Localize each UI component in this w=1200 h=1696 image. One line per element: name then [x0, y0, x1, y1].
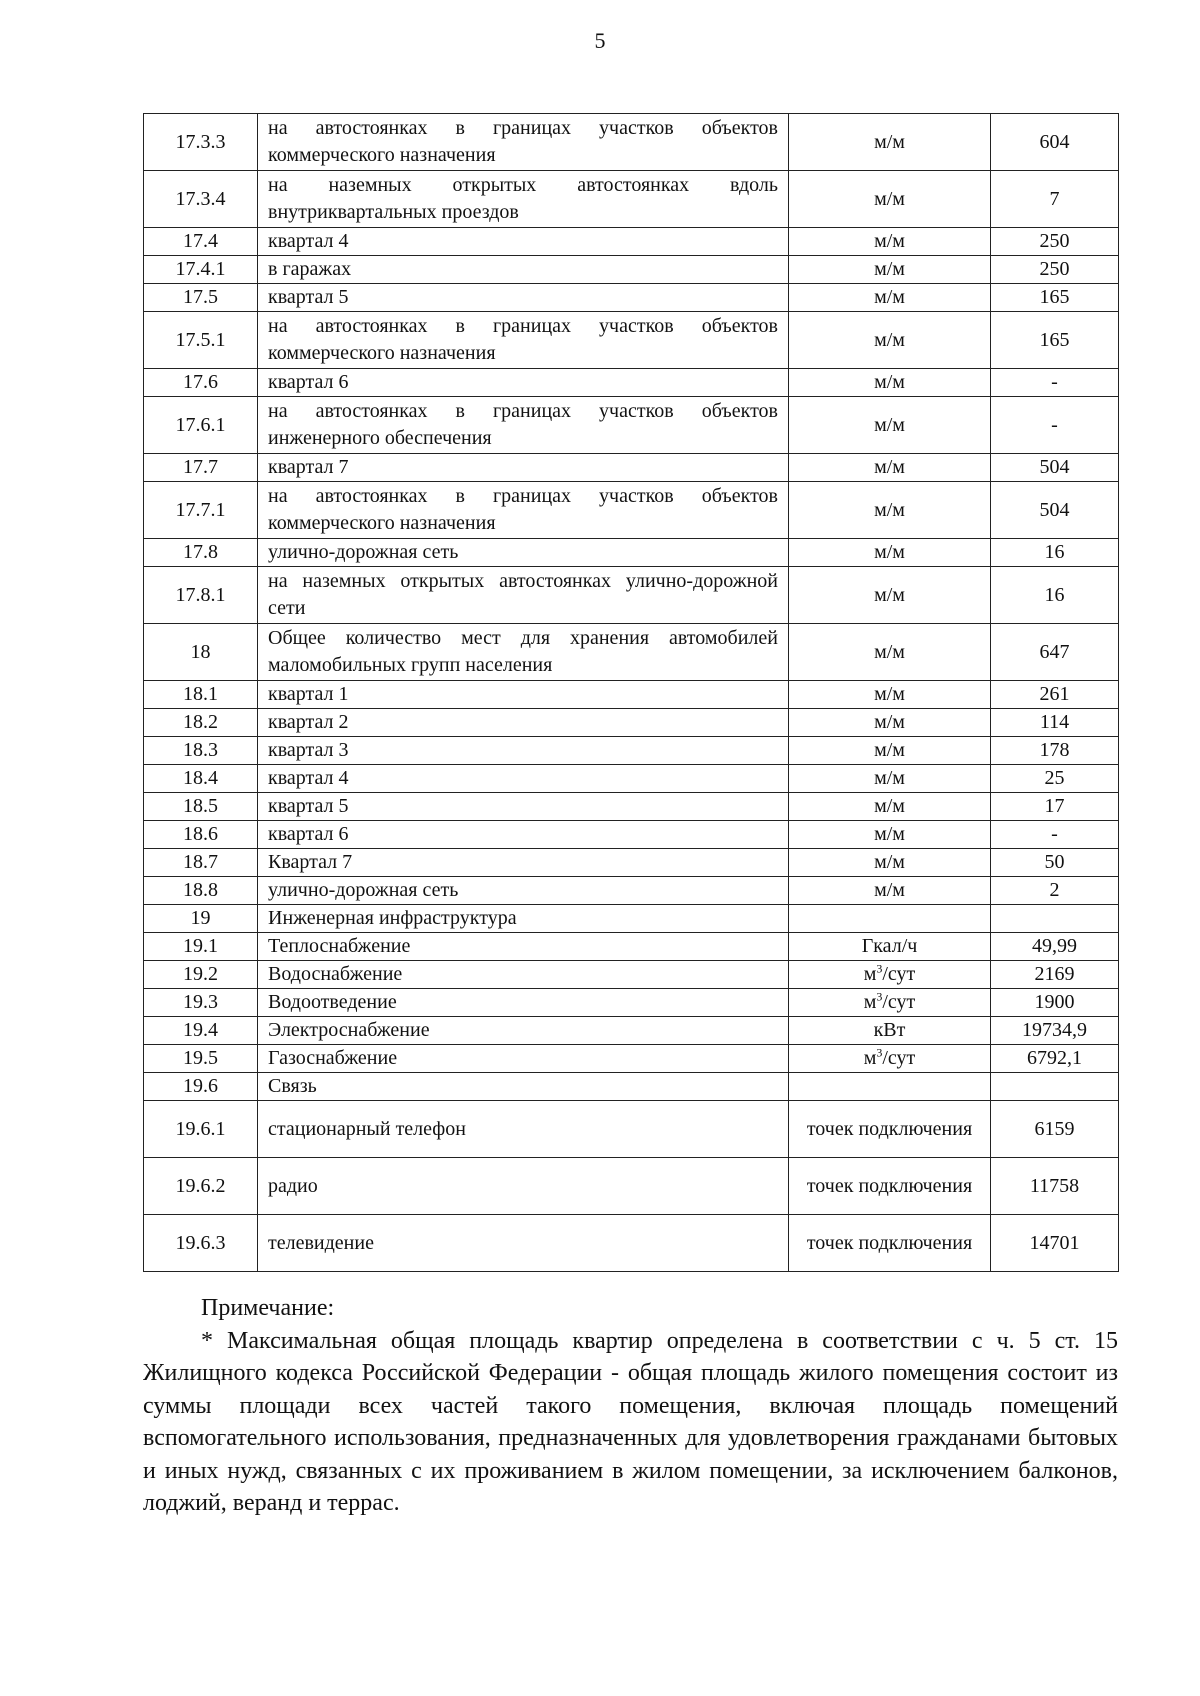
note-body: * Максимальная общая площадь квартир определена в соответствии с ч. 5 ст. 15 Жилищного кодекса Российской Федерации - общая площадь жилого помещения состоит из суммы площади всех частей такого помещения, включая площадь помещений вспомогательного использования, предназначенных для удовлетворения гражданами бытовых и иных нужд, связанных с их проживанием в жилом помещении, за исключением балконов, лоджий, веранд и террас.: [143, 1327, 1118, 1516]
table-row: [144, 228, 1119, 256]
row-number: 19.1: [144, 933, 258, 961]
table-row: [144, 877, 1119, 905]
table-row: [144, 1158, 1119, 1215]
table-row: [144, 849, 1119, 877]
row-value: 49,99: [991, 933, 1119, 961]
row-value: -: [991, 397, 1119, 454]
note: [143, 1292, 1118, 1520]
unit-base: м/м: [874, 711, 905, 733]
row-description: Общее количество мест для хранения автомобилей маломобильных групп населения: [258, 624, 789, 681]
row-value: -: [991, 369, 1119, 397]
note-title: Примечание:: [201, 1295, 335, 1321]
unit-base: м/м: [874, 683, 905, 705]
row-number: 17.4.1: [144, 256, 258, 284]
unit-base: м: [863, 963, 877, 985]
row-value: 14701: [991, 1215, 1119, 1272]
row-value: 261: [991, 681, 1119, 709]
row-number: 18.2: [144, 709, 258, 737]
unit-base: м/м: [874, 187, 905, 210]
row-number: 17.5.1: [144, 312, 258, 369]
row-description: улично-дорожная сеть: [258, 539, 789, 567]
table-row: [144, 989, 1119, 1017]
row-number: 19.6.2: [144, 1158, 258, 1215]
row-value: 11758: [991, 1158, 1119, 1215]
row-number: 18.4: [144, 765, 258, 793]
unit-base: Гкал/ч: [861, 935, 918, 957]
row-number: 18.3: [144, 737, 258, 765]
unit-base: точек подключения: [806, 1174, 973, 1197]
table-row: [144, 737, 1119, 765]
table-row: [144, 114, 1119, 171]
row-number: 18.5: [144, 793, 258, 821]
row-number: 19.6.3: [144, 1215, 258, 1272]
row-value: 16: [991, 567, 1119, 624]
table-row: [144, 1073, 1119, 1101]
row-unit: [789, 681, 991, 709]
row-number: 17.3.3: [144, 114, 258, 171]
unit-base: м/м: [874, 286, 905, 308]
unit-suffix: /сут: [882, 963, 916, 985]
row-number: 17.6: [144, 369, 258, 397]
table-row: [144, 793, 1119, 821]
row-description: квартал 1: [258, 681, 789, 709]
row-description: радио: [258, 1158, 789, 1215]
row-value: 25: [991, 765, 1119, 793]
row-number: 19.2: [144, 961, 258, 989]
row-unit: [789, 397, 991, 454]
row-value: 504: [991, 454, 1119, 482]
table-row: [144, 397, 1119, 454]
row-number: 17.6.1: [144, 397, 258, 454]
row-description: Газоснабжение: [258, 1045, 789, 1073]
row-value: [991, 905, 1119, 933]
unit-superscript: 3: [876, 989, 883, 1004]
row-value: 178: [991, 737, 1119, 765]
row-number: 18.6: [144, 821, 258, 849]
row-unit: [789, 114, 991, 171]
row-unit: [789, 1101, 991, 1158]
row-number: 19: [144, 905, 258, 933]
row-value: 165: [991, 284, 1119, 312]
row-description: Водоснабжение: [258, 961, 789, 989]
unit-superscript: 3: [876, 1045, 883, 1060]
row-value: 504: [991, 482, 1119, 539]
table-row: [144, 1045, 1119, 1073]
row-description: квартал 7: [258, 454, 789, 482]
row-value: 114: [991, 709, 1119, 737]
row-description: Квартал 7: [258, 849, 789, 877]
row-unit: [789, 821, 991, 849]
row-number: 18.7: [144, 849, 258, 877]
row-unit: [789, 256, 991, 284]
unit-base: м/м: [874, 823, 905, 845]
table-row: [144, 256, 1119, 284]
row-number: 17.8: [144, 539, 258, 567]
row-description: Теплоснабжение: [258, 933, 789, 961]
row-unit: [789, 1045, 991, 1073]
row-unit: [789, 228, 991, 256]
row-number: 19.5: [144, 1045, 258, 1073]
unit-base: м/м: [874, 456, 905, 478]
row-number: 17.7: [144, 454, 258, 482]
unit-base: м/м: [874, 851, 905, 873]
row-unit: [789, 737, 991, 765]
table-row: [144, 369, 1119, 397]
unit-base: м: [863, 1047, 877, 1069]
table-row: [144, 312, 1119, 369]
row-unit: [789, 284, 991, 312]
table-row: [144, 681, 1119, 709]
unit-base: м/м: [874, 328, 905, 351]
table-row: [144, 454, 1119, 482]
row-number: 18: [144, 624, 258, 681]
row-unit: [789, 793, 991, 821]
row-number: 18.8: [144, 877, 258, 905]
row-unit: [789, 1073, 991, 1101]
row-description: на наземных открытых автостоянках вдоль внутриквартальных проездов: [258, 171, 789, 228]
row-description: на автостоянках в границах участков объектов инженерного обеспечения: [258, 397, 789, 454]
row-unit: [789, 765, 991, 793]
row-description: квартал 6: [258, 369, 789, 397]
table-body: [144, 114, 1119, 1272]
row-value: 2: [991, 877, 1119, 905]
table-row: [144, 624, 1119, 681]
row-value: 250: [991, 256, 1119, 284]
row-unit: [789, 1215, 991, 1272]
row-unit: [789, 482, 991, 539]
row-value: 604: [991, 114, 1119, 171]
row-value: [991, 1073, 1119, 1101]
row-unit: [789, 933, 991, 961]
row-description: Связь: [258, 1073, 789, 1101]
row-description: Электроснабжение: [258, 1017, 789, 1045]
row-description: квартал 6: [258, 821, 789, 849]
row-description: телевидение: [258, 1215, 789, 1272]
row-value: -: [991, 821, 1119, 849]
row-description: квартал 4: [258, 228, 789, 256]
row-description: на автостоянках в границах участков объектов коммерческого назначения: [258, 114, 789, 171]
row-unit: [789, 369, 991, 397]
unit-base: м/м: [874, 640, 905, 663]
row-unit: [789, 709, 991, 737]
unit-base: м/м: [874, 413, 905, 436]
row-unit: [789, 312, 991, 369]
row-number: 19.4: [144, 1017, 258, 1045]
row-number: 19.3: [144, 989, 258, 1017]
row-description: улично-дорожная сеть: [258, 877, 789, 905]
row-description: на автостоянках в границах участков объектов коммерческого назначения: [258, 312, 789, 369]
row-value: 16: [991, 539, 1119, 567]
row-number: 19.6.1: [144, 1101, 258, 1158]
row-unit: [789, 1017, 991, 1045]
table-row: [144, 567, 1119, 624]
table-row: [144, 933, 1119, 961]
row-description: квартал 5: [258, 793, 789, 821]
row-number: 17.3.4: [144, 171, 258, 228]
row-number: 19.6: [144, 1073, 258, 1101]
table-row: [144, 482, 1119, 539]
table-row: [144, 709, 1119, 737]
row-description: квартал 3: [258, 737, 789, 765]
row-unit: [789, 171, 991, 228]
row-unit: [789, 624, 991, 681]
unit-base: м/м: [874, 739, 905, 761]
row-value: 6792,1: [991, 1045, 1119, 1073]
unit-base: кВт: [873, 1019, 906, 1041]
unit-base: точек подключения: [806, 1117, 973, 1140]
table-row: [144, 539, 1119, 567]
row-description: Инженерная инфраструктура: [258, 905, 789, 933]
indicators-table: [143, 113, 1119, 1272]
unit-base: м/м: [874, 541, 905, 563]
table-row: [144, 905, 1119, 933]
row-unit: [789, 567, 991, 624]
table-row: [144, 284, 1119, 312]
unit-base: м: [863, 991, 877, 1013]
row-value: 17: [991, 793, 1119, 821]
unit-base: м/м: [874, 230, 905, 252]
table-row: [144, 821, 1119, 849]
unit-base: точек подключения: [806, 1231, 973, 1254]
row-description: в гаражах: [258, 256, 789, 284]
unit-base: м/м: [874, 583, 905, 606]
unit-superscript: 3: [876, 961, 883, 976]
row-value: 2169: [991, 961, 1119, 989]
row-value: 647: [991, 624, 1119, 681]
row-number: 17.8.1: [144, 567, 258, 624]
row-value: 6159: [991, 1101, 1119, 1158]
row-description: квартал 5: [258, 284, 789, 312]
unit-base: м/м: [874, 258, 905, 280]
row-number: 17.5: [144, 284, 258, 312]
row-number: 17.4: [144, 228, 258, 256]
row-number: 18.1: [144, 681, 258, 709]
row-description: на автостоянках в границах участков объектов коммерческого назначения: [258, 482, 789, 539]
table-row: [144, 1101, 1119, 1158]
table-row: [144, 765, 1119, 793]
unit-base: м/м: [874, 795, 905, 817]
row-number: 17.7.1: [144, 482, 258, 539]
row-value: 165: [991, 312, 1119, 369]
table-row: [144, 1215, 1119, 1272]
unit-base: м/м: [874, 130, 905, 153]
unit-suffix: /сут: [882, 991, 916, 1013]
row-description: стационарный телефон: [258, 1101, 789, 1158]
row-unit: [789, 849, 991, 877]
row-unit: [789, 539, 991, 567]
row-description: на наземных открытых автостоянках улично-дорожной сети: [258, 567, 789, 624]
row-unit: [789, 1158, 991, 1215]
row-unit: [789, 877, 991, 905]
unit-base: м/м: [874, 767, 905, 789]
row-description: Водоотведение: [258, 989, 789, 1017]
unit-base: м/м: [874, 371, 905, 393]
table-row: [144, 961, 1119, 989]
row-unit: [789, 961, 991, 989]
row-unit: [789, 454, 991, 482]
row-value: 7: [991, 171, 1119, 228]
table-row: [144, 1017, 1119, 1045]
row-unit: [789, 989, 991, 1017]
page-number: 5: [594, 28, 606, 53]
unit-base: м/м: [874, 879, 905, 901]
row-description: квартал 2: [258, 709, 789, 737]
table-row: [144, 171, 1119, 228]
row-value: 50: [991, 849, 1119, 877]
unit-suffix: /сут: [882, 1047, 916, 1069]
row-unit: [789, 905, 991, 933]
row-value: 1900: [991, 989, 1119, 1017]
row-value: 250: [991, 228, 1119, 256]
unit-base: м/м: [874, 498, 905, 521]
row-description: квартал 4: [258, 765, 789, 793]
row-value: 19734,9: [991, 1017, 1119, 1045]
